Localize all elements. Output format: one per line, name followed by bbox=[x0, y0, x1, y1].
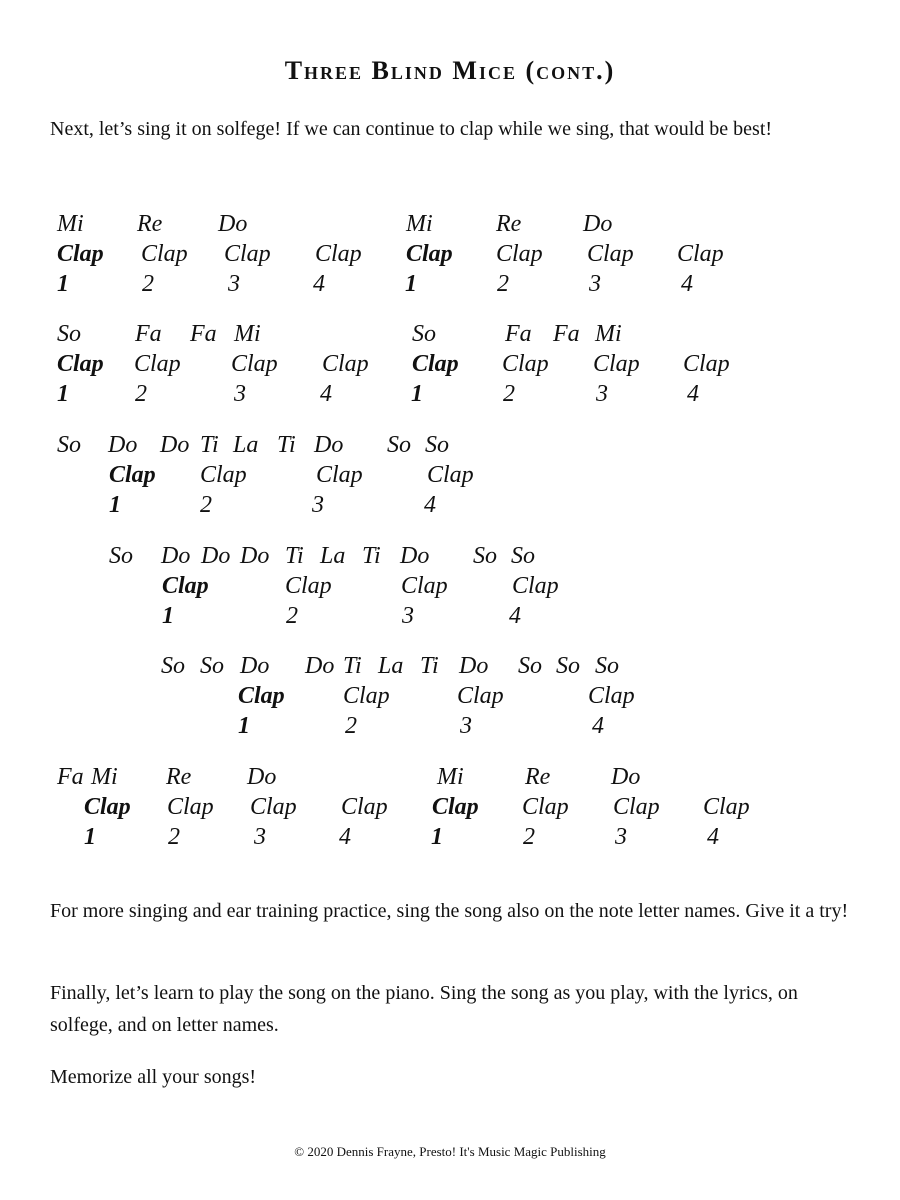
beat-count: 1 bbox=[431, 824, 443, 850]
piano-paragraph: Finally, let’s learn to play the song on the piano. Sing the song as you play, with the lyrics, on solfege, and on letter names. bbox=[50, 982, 798, 1036]
beat-count: 4 bbox=[424, 492, 436, 518]
beat-count: 1 bbox=[238, 713, 250, 739]
solfege-syllable: La bbox=[378, 653, 404, 679]
solfege-syllable: Mi bbox=[437, 764, 464, 790]
beat-count: 2 bbox=[135, 381, 147, 407]
clap-beat: Clap bbox=[57, 241, 104, 267]
beat-count: 3 bbox=[234, 381, 246, 407]
intro-paragraph: Next, let’s sing it on solfege! If we can continue to clap while we sing, that would be best! bbox=[50, 118, 773, 140]
clap-beat: Clap bbox=[167, 794, 214, 820]
solfege-syllable: Ti bbox=[200, 432, 219, 458]
solfege-syllable: So bbox=[57, 432, 81, 458]
solfege-syllable: So bbox=[595, 653, 619, 679]
clap-beat: Clap bbox=[677, 241, 724, 267]
beat-count: 1 bbox=[57, 271, 69, 297]
beat-count: 1 bbox=[162, 603, 174, 629]
solfege-syllable: Fa bbox=[190, 321, 217, 347]
solfege-syllable: Do bbox=[611, 764, 641, 790]
solfege-syllable: Fa bbox=[553, 321, 580, 347]
solfege-syllable: Do bbox=[314, 432, 344, 458]
letter-names-paragraph: For more singing and ear training practice, sing the song also on the note letter names. Give it a try! bbox=[50, 900, 849, 922]
beat-count: 3 bbox=[228, 271, 240, 297]
solfege-syllable: Fa bbox=[135, 321, 162, 347]
solfege-syllable: La bbox=[320, 543, 346, 569]
solfege-syllable: Do bbox=[247, 764, 277, 790]
solfege-syllable: So bbox=[387, 432, 411, 458]
memorize-paragraph: Memorize all your songs! bbox=[50, 1066, 257, 1088]
solfege-syllable: So bbox=[109, 543, 133, 569]
clap-beat: Clap bbox=[427, 462, 474, 488]
solfege-syllable: Re bbox=[166, 764, 192, 790]
solfege-syllable: Do bbox=[160, 432, 190, 458]
clap-beat: Clap bbox=[285, 573, 332, 599]
solfege-syllable: Ti bbox=[420, 653, 439, 679]
solfege-syllable: So bbox=[473, 543, 497, 569]
solfege-syllable: Mi bbox=[91, 764, 118, 790]
beat-count: 4 bbox=[707, 824, 719, 850]
beat-count: 2 bbox=[345, 713, 357, 739]
solfege-syllable: So bbox=[518, 653, 542, 679]
clap-beat: Clap bbox=[341, 794, 388, 820]
solfege-syllable: Do bbox=[240, 543, 270, 569]
solfege-syllable: Mi bbox=[234, 321, 261, 347]
solfege-syllable: So bbox=[425, 432, 449, 458]
beat-count: 4 bbox=[592, 713, 604, 739]
beat-count: 4 bbox=[320, 381, 332, 407]
solfege-syllable: Re bbox=[137, 211, 163, 237]
solfege-syllable: Re bbox=[496, 211, 522, 237]
page-title: Three Blind Mice (cont.) bbox=[284, 56, 616, 85]
beat-count: 4 bbox=[339, 824, 351, 850]
clap-beat: Clap bbox=[57, 351, 104, 377]
clap-beat: Clap bbox=[401, 573, 448, 599]
beat-count: 3 bbox=[402, 603, 414, 629]
solfege-syllable: Re bbox=[525, 764, 551, 790]
beat-count: 1 bbox=[109, 492, 121, 518]
beat-count: 4 bbox=[687, 381, 699, 407]
clap-beat: Clap bbox=[432, 794, 479, 820]
solfege-syllable: Do bbox=[459, 653, 489, 679]
clap-beat: Clap bbox=[613, 794, 660, 820]
clap-beat: Clap bbox=[224, 241, 271, 267]
clap-beat: Clap bbox=[322, 351, 369, 377]
copyright-footer: © 2020 Dennis Frayne, Presto! It's Music Magic Publishing bbox=[294, 1144, 606, 1159]
clap-beat: Clap bbox=[134, 351, 181, 377]
beat-count: 4 bbox=[313, 271, 325, 297]
beat-count: 1 bbox=[411, 381, 423, 407]
beat-count: 3 bbox=[312, 492, 324, 518]
clap-beat: Clap bbox=[593, 351, 640, 377]
solfege-syllable: Do bbox=[108, 432, 138, 458]
beat-count: 3 bbox=[589, 271, 601, 297]
beat-count: 1 bbox=[84, 824, 96, 850]
beat-count: 2 bbox=[497, 271, 509, 297]
solfege-syllable: Do bbox=[400, 543, 430, 569]
solfege-syllable: Fa bbox=[57, 764, 84, 790]
clap-beat: Clap bbox=[512, 573, 559, 599]
clap-beat: Clap bbox=[250, 794, 297, 820]
clap-beat: Clap bbox=[84, 794, 131, 820]
solfege-syllable: So bbox=[200, 653, 224, 679]
solfege-syllable: Ti bbox=[343, 653, 362, 679]
clap-beat: Clap bbox=[683, 351, 730, 377]
beat-count: 4 bbox=[509, 603, 521, 629]
beat-count: 3 bbox=[460, 713, 472, 739]
beat-count: 2 bbox=[523, 824, 535, 850]
solfege-syllable: Do bbox=[218, 211, 248, 237]
solfege-syllable: So bbox=[57, 321, 81, 347]
solfege-syllable: Do bbox=[240, 653, 270, 679]
solfege-syllable: La bbox=[233, 432, 259, 458]
beat-count: 1 bbox=[405, 271, 417, 297]
clap-beat: Clap bbox=[588, 683, 635, 709]
clap-beat: Clap bbox=[109, 462, 156, 488]
solfege-syllable: Ti bbox=[362, 543, 381, 569]
beat-count: 2 bbox=[142, 271, 154, 297]
solfege-syllable: So bbox=[412, 321, 436, 347]
beat-count: 1 bbox=[57, 381, 69, 407]
solfege-syllable: So bbox=[556, 653, 580, 679]
clap-beat: Clap bbox=[457, 683, 504, 709]
solfege-syllable: Mi bbox=[406, 211, 433, 237]
beat-count: 2 bbox=[200, 492, 212, 518]
clap-beat: Clap bbox=[141, 241, 188, 267]
clap-beat: Clap bbox=[587, 241, 634, 267]
clap-beat: Clap bbox=[343, 683, 390, 709]
clap-beat: Clap bbox=[406, 241, 453, 267]
beat-count: 2 bbox=[503, 381, 515, 407]
beat-count: 3 bbox=[254, 824, 266, 850]
beat-count: 2 bbox=[168, 824, 180, 850]
solfege-syllable: Mi bbox=[595, 321, 622, 347]
clap-beat: Clap bbox=[238, 683, 285, 709]
beat-count: 2 bbox=[286, 603, 298, 629]
solfege-syllable: Ti bbox=[285, 543, 304, 569]
solfege-syllable: Mi bbox=[57, 211, 84, 237]
clap-beat: Clap bbox=[502, 351, 549, 377]
solfege-syllable: So bbox=[161, 653, 185, 679]
clap-beat: Clap bbox=[703, 794, 750, 820]
clap-beat: Clap bbox=[412, 351, 459, 377]
solfege-syllable: Fa bbox=[505, 321, 532, 347]
clap-beat: Clap bbox=[200, 462, 247, 488]
beat-count: 4 bbox=[681, 271, 693, 297]
clap-beat: Clap bbox=[316, 462, 363, 488]
solfege-syllable: Do bbox=[583, 211, 613, 237]
solfege-syllable: Do bbox=[305, 653, 335, 679]
clap-beat: Clap bbox=[231, 351, 278, 377]
beat-count: 3 bbox=[596, 381, 608, 407]
solfege-syllable: Ti bbox=[277, 432, 296, 458]
clap-beat: Clap bbox=[162, 573, 209, 599]
solfege-syllable: Do bbox=[161, 543, 191, 569]
clap-beat: Clap bbox=[315, 241, 362, 267]
beat-count: 3 bbox=[615, 824, 627, 850]
solfege-syllable: So bbox=[511, 543, 535, 569]
solfege-syllable: Do bbox=[201, 543, 231, 569]
clap-beat: Clap bbox=[522, 794, 569, 820]
clap-beat: Clap bbox=[496, 241, 543, 267]
